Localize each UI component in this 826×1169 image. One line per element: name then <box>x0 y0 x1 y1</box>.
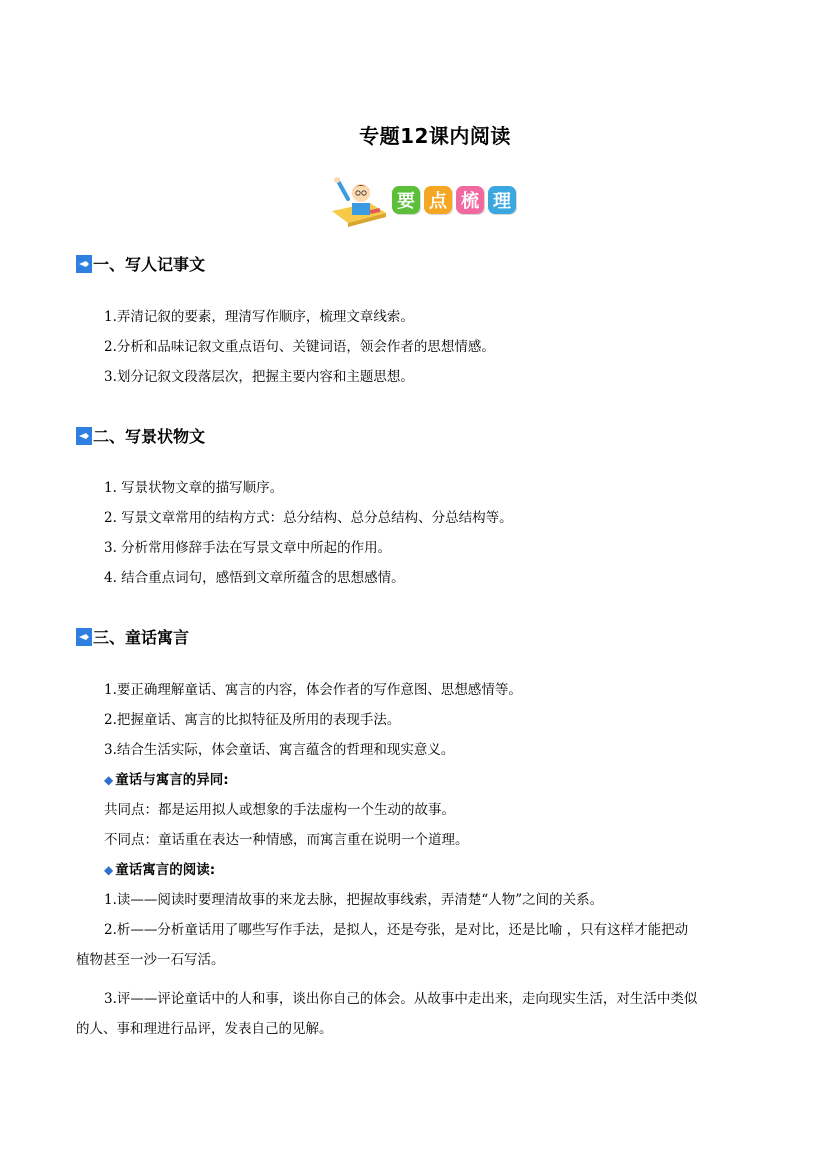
list-item: 2. 写景文章常用的结构方式：总分结构、总分总结构、分总结构等。 <box>104 510 513 526</box>
pen-icon <box>76 427 92 445</box>
subheading-reading: ◆ 童话寓言的阅读: <box>104 862 216 878</box>
paragraph-line: 1.读——阅读时要理清故事的来龙去脉，把握故事线索，弄清楚“人物”之间的关系。 <box>104 892 604 908</box>
banner-char-1: 要 <box>392 186 420 214</box>
banner-char-2: 点 <box>424 186 452 214</box>
paragraph-line: 植物甚至一沙一石写活。 <box>76 952 225 968</box>
student-illustration <box>330 173 388 227</box>
list-item: 4. 结合重点词句，感悟到文章所蕴含的思想感情。 <box>104 570 405 586</box>
diamond-icon: ◆ <box>104 863 114 877</box>
list-item: 1.弄清记叙的要素，理清写作顺序，梳理文章线索。 <box>104 309 414 325</box>
paragraph-line: 的人、事和理进行品评，发表自己的见解。 <box>76 1021 333 1037</box>
list-item: 1.要正确理解童话、寓言的内容，体会作者的写作意图、思想感情等。 <box>104 682 522 698</box>
list-item: 1. 写景状物文章的描写顺序。 <box>104 480 284 496</box>
banner-char-4: 理 <box>488 186 516 214</box>
section-heading-1 <box>76 252 205 275</box>
key-points-banner <box>330 172 516 228</box>
pen-icon <box>76 255 92 273</box>
paragraph-line: 共同点：都是运用拟人或想象的手法虚构一个生动的故事。 <box>104 802 455 818</box>
paragraph-line: 不同点：童话重在表达一种情感，而寓言重在说明一个道理。 <box>104 832 469 848</box>
list-item: 3.划分记叙文段落层次，把握主要内容和主题思想。 <box>104 369 414 385</box>
list-item: 3. 分析常用修辞手法在写景文章中所起的作用。 <box>104 540 392 556</box>
subheading-comparison: ◆ 童话与寓言的异同: <box>104 772 229 788</box>
page-title: 专题12课内阅读 <box>359 124 511 148</box>
banner-char-3: 梳 <box>456 186 484 214</box>
section-heading-3 <box>76 625 189 648</box>
section-title: 一、写人记事文 <box>93 255 206 274</box>
list-item: 2.分析和品味记叙文重点语句、关键词语，领会作者的思想情感。 <box>104 339 495 355</box>
list-item: 3.结合生活实际，体会童话、寓言蕴含的哲理和现实意义。 <box>104 742 455 758</box>
section-title: 三、童话寓言 <box>93 628 190 647</box>
pen-icon <box>76 628 92 646</box>
section-title: 二、写景状物文 <box>93 427 206 446</box>
section-heading-2 <box>76 424 205 447</box>
diamond-icon: ◆ <box>104 773 114 787</box>
paragraph-line: 3.评——评论童话中的人和事，谈出你自己的体会。从故事中走出来，走向现实生活，对生活中类似 <box>104 991 698 1007</box>
list-item: 2.把握童话、寓言的比拟特征及所用的表现手法。 <box>104 712 401 728</box>
paragraph-line: 2.析——分析童话用了哪些写作手法，是拟人，还是夸张，是对比，还是比喻 ，只有这样才能把动 <box>104 922 689 938</box>
